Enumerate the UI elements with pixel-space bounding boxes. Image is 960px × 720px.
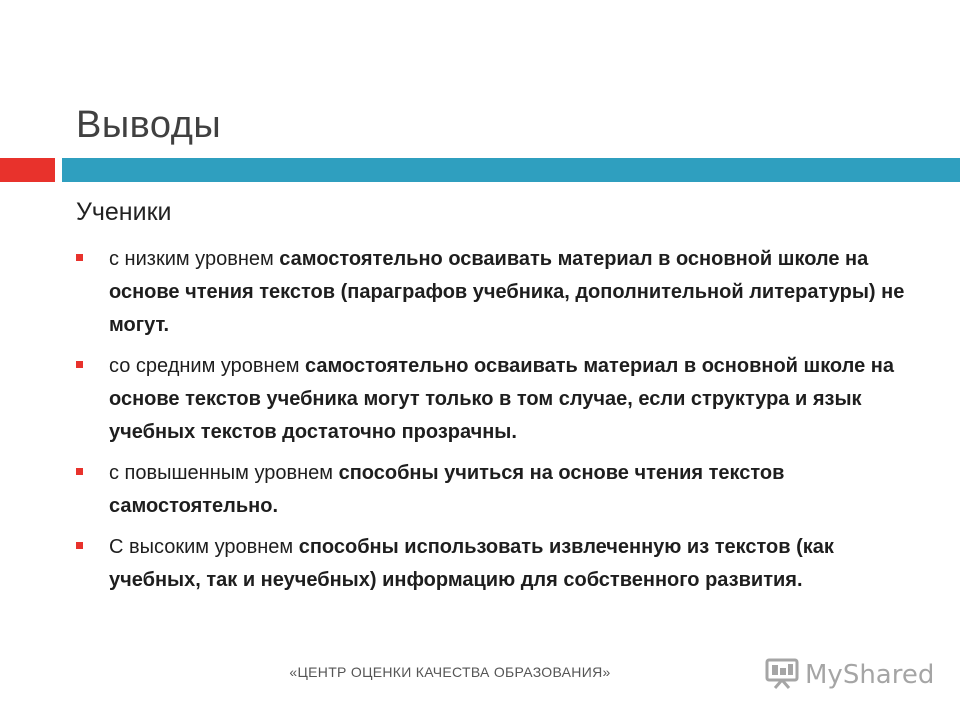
bullet-regular-text: с повышенным уровнем bbox=[109, 462, 339, 484]
list-item bbox=[76, 350, 916, 449]
title-rule-accent-blue bbox=[62, 158, 960, 182]
list-item bbox=[76, 243, 916, 342]
list-item bbox=[76, 457, 916, 523]
list-item bbox=[76, 531, 916, 597]
bullet-regular-text: со средним уровнем bbox=[109, 355, 306, 377]
square-bullet-icon bbox=[76, 542, 83, 549]
square-bullet-icon bbox=[76, 361, 83, 368]
watermark-text: MyShared bbox=[805, 660, 935, 690]
bullet-bold-text: способны учиться на основе чтения текстов самостоятельно. bbox=[109, 462, 785, 517]
title-rule-accent-red bbox=[0, 158, 55, 182]
bullet-regular-text: с низким уровнем bbox=[109, 248, 280, 270]
bullet-bold-text: самостоятельно осваивать материал в основной школе на основе чтения текстов (параграфов учебника, дополнительной литературы) не могут. bbox=[109, 248, 905, 336]
slide-title: Выводы bbox=[76, 104, 222, 146]
bullet-regular-text: С высоким уровнем bbox=[109, 536, 299, 558]
projector-screen-icon bbox=[765, 656, 799, 695]
conclusions-list bbox=[76, 243, 916, 605]
bullet-bold-text: самостоятельно осваивать материал в основной школе на основе текстов учебника могут только в том случае, если структура и язык учебных текстов достаточно прозрачны. bbox=[109, 355, 894, 443]
square-bullet-icon bbox=[76, 254, 83, 261]
bullet-bold-text: способны использовать извлеченную из текстов (как учебных, так и неучебных) информацию для собственного развития. bbox=[109, 536, 834, 591]
watermark-logo[interactable] bbox=[765, 656, 934, 694]
slide-subtitle: Ученики bbox=[76, 198, 172, 226]
slide-footer: «ЦЕНТР ОЦЕНКИ КАЧЕСТВА ОБРАЗОВАНИЯ» bbox=[289, 664, 611, 680]
square-bullet-icon bbox=[76, 468, 83, 475]
